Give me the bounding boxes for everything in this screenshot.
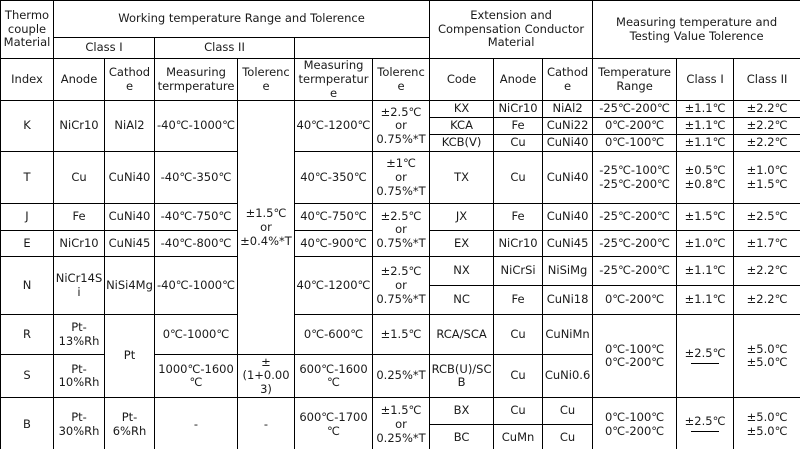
ext-anode-cell: Cu [494, 315, 543, 355]
ext-anode-cell: CuMn [494, 425, 543, 449]
class2-range-cell: 40℃-1200℃ [295, 257, 373, 315]
test-class2-cell: ±2.2℃ [734, 286, 800, 315]
class2-tolerence-cell: ±2.5℃ or 0.75%*T [373, 257, 430, 315]
table-row-n [1, 257, 800, 286]
header-tolerence-1: Tolerence [238, 59, 295, 101]
header-anode: Anode [54, 59, 105, 101]
code-cell: KCB(V) [430, 135, 494, 152]
class2-range-cell: 40℃-900℃ [295, 231, 373, 257]
header-test-class1: Class I [677, 59, 734, 101]
test-class1-cell: ±1.5℃ [677, 204, 734, 231]
ext-cathode-cell: CuNi0.6 [543, 355, 593, 398]
class2-range-cell: 40℃-1200℃ [295, 101, 373, 152]
header-extension: Extension and Compensation Conductor Material [430, 1, 593, 59]
index-cell: T [1, 152, 54, 204]
test-class2-cell: ±1.7℃ [734, 231, 800, 257]
ext-cathode-cell: Cu [543, 425, 593, 449]
temp-range-cell: 0℃-100℃ 0℃-200℃ [593, 398, 677, 449]
table-row-k [1, 101, 800, 118]
ext-anode-cell: NiCr10 [494, 101, 543, 118]
ext-cathode-cell: CuNi22 [543, 118, 593, 135]
header-ext-anode: Anode [494, 59, 543, 101]
header-thermocouple-material: Thermocouple Material [1, 1, 54, 59]
cathode-cell: CuNi40 [105, 204, 155, 231]
anode-cell: NiCr10 [54, 231, 105, 257]
anode-cell: NiCr10 [54, 101, 105, 152]
header-ext-cathode: Cathode [543, 59, 593, 101]
index-cell: N [1, 257, 54, 315]
table-row-b [1, 398, 800, 425]
header-index: Index [1, 59, 54, 101]
class1-range-cell: - [155, 398, 238, 449]
ext-anode-cell: Fe [494, 286, 543, 315]
anode-cell: Cu [54, 152, 105, 204]
header-code: Code [430, 59, 494, 101]
header-working-range: Working temperature Range and Tolerence [54, 1, 430, 38]
code-cell: NC [430, 286, 494, 315]
test-class2-cell: ±2.5℃ [734, 204, 800, 231]
test-class1-cell: ±0.5℃ ±0.8℃ [677, 152, 734, 204]
cathode-cell: NiAl2 [105, 101, 155, 152]
header-measuring-temp-2: Measuring termperature [295, 59, 373, 101]
class1-range-cell: -40℃-1000℃ [155, 257, 238, 315]
index-cell: S [1, 355, 54, 398]
cathode-cell: CuNi45 [105, 231, 155, 257]
class2-tolerence-cell: ±1.5℃ [373, 315, 430, 355]
test-class2-cell: ±5.0℃ ±5.0℃ [734, 398, 800, 449]
class1-range-cell: 1000℃-1600℃ [155, 355, 238, 398]
class1-range-cell: -40℃-750℃ [155, 204, 238, 231]
anode-cell: Fe [54, 204, 105, 231]
test-class1-cell: ±1.1℃ [677, 101, 734, 118]
dash-separator [691, 431, 719, 432]
ext-anode-cell: NiCr10 [494, 231, 543, 257]
code-cell: TX [430, 152, 494, 204]
class2-tolerence-cell: 0.25%*T [373, 355, 430, 398]
ext-cathode-cell: NiSiMg [543, 257, 593, 286]
table-row-r [1, 315, 800, 355]
index-cell: B [1, 398, 54, 449]
code-cell: JX [430, 204, 494, 231]
ext-anode-cell: Cu [494, 398, 543, 425]
class1-range-cell: -40℃-1000℃ [155, 101, 238, 152]
test-class1-cell: ±2.5℃ [677, 398, 734, 449]
code-cell: BX [430, 398, 494, 425]
ext-cathode-cell: CuNi40 [543, 135, 593, 152]
test-class1-cell: ±1.1℃ [677, 286, 734, 315]
class1-range-cell: 0℃-1000℃ [155, 315, 238, 355]
temp-range-cell: 0℃-100℃ [593, 135, 677, 152]
index-cell: K [1, 101, 54, 152]
class1-tolerence-cell: - [238, 398, 295, 449]
header-cathode: Cathode [105, 59, 155, 101]
ext-anode-cell: Cu [494, 152, 543, 204]
code-cell: KCA [430, 118, 494, 135]
header-class2: Class II [155, 38, 295, 59]
class2-tolerence-cell: ±2.5℃ or 0.75%*T [373, 101, 430, 152]
test-class2-cell: ±2.2℃ [734, 135, 800, 152]
ext-cathode-cell: CuNi40 [543, 204, 593, 231]
header-row-1 [1, 1, 800, 38]
class2-range-cell: 600℃-1700℃ [295, 398, 373, 449]
test-class1-cell: ±1.1℃ [677, 257, 734, 286]
ext-cathode-cell: Cu [543, 398, 593, 425]
class2-tolerence-cell: ±1℃ or 0.75%*T [373, 152, 430, 204]
header-class1: Class I [54, 38, 155, 59]
test-class2-cell: ±2.2℃ [734, 101, 800, 118]
test-class2-cell: ±1.0℃ ±1.5℃ [734, 152, 800, 204]
table-row-j [1, 204, 800, 231]
anode-cell: NiCr14Si [54, 257, 105, 315]
class2-range-cell: 0℃-600℃ [295, 315, 373, 355]
ext-anode-cell: Cu [494, 135, 543, 152]
class2-tolerence-cell: ±2.5℃ or 0.75%*T [373, 204, 430, 257]
temp-range-cell: -25℃-200℃ [593, 204, 677, 231]
code-cell: BC [430, 425, 494, 449]
ext-cathode-cell: NiAl2 [543, 101, 593, 118]
index-cell: R [1, 315, 54, 355]
temp-range-cell: -25℃-200℃ [593, 231, 677, 257]
test-class1-cell: ±1.0℃ [677, 231, 734, 257]
class1-range-cell: -40℃-350℃ [155, 152, 238, 204]
ext-anode-cell: Fe [494, 118, 543, 135]
header-testing: Measuring temperature and Testing Value Tolerence [593, 1, 800, 59]
anode-cell: Pt-30%Rh [54, 398, 105, 449]
class2-tolerence-cell: ±1.5℃ or 0.25%*T [373, 398, 430, 449]
anode-cell: Pt-10%Rh [54, 355, 105, 398]
ext-cathode-cell: CuNi45 [543, 231, 593, 257]
ext-anode-cell: Fe [494, 204, 543, 231]
ext-cathode-cell: CuNi40 [543, 152, 593, 204]
header-test-class2: Class II [734, 59, 800, 101]
table-row-t [1, 152, 800, 204]
test-class1-cell: ±1.1℃ [677, 118, 734, 135]
temp-range-cell: 0℃-100℃ 0℃-200℃ [593, 315, 677, 398]
test-class2-cell: ±2.2℃ [734, 257, 800, 286]
index-cell: J [1, 204, 54, 231]
temp-range-cell: -25℃-200℃ [593, 101, 677, 118]
temp-range-cell: -25℃-100℃ -25℃-200℃ [593, 152, 677, 204]
code-cell: NX [430, 257, 494, 286]
ext-anode-cell: Cu [494, 355, 543, 398]
ext-cathode-cell: CuNi18 [543, 286, 593, 315]
code-cell: EX [430, 231, 494, 257]
ext-anode-cell: NiCrSi [494, 257, 543, 286]
class1-range-cell: -40℃-800℃ [155, 231, 238, 257]
header-temp-range: Temperature Range [593, 59, 677, 101]
cathode-cell: CuNi40 [105, 152, 155, 204]
class2-range-cell: 40℃-350℃ [295, 152, 373, 204]
cathode-cell: Pt-6%Rh [105, 398, 155, 449]
class2-range-cell: 600℃-1600℃ [295, 355, 373, 398]
code-cell: KX [430, 101, 494, 118]
cathode-cell: Pt [105, 315, 155, 398]
code-cell: RCB(U)/SCB [430, 355, 494, 398]
header-row-3 [1, 59, 800, 101]
header-tolerence-2: Tolerence [373, 59, 430, 101]
index-cell: E [1, 231, 54, 257]
class1-shared-tolerence-cell: ±1.5℃ or ±0.4%*T [238, 101, 295, 355]
test-class2-cell: ±2.2℃ [734, 118, 800, 135]
test-class1-cell: ±1.1℃ [677, 135, 734, 152]
ext-cathode-cell: CuNiMn [543, 315, 593, 355]
temp-range-cell: 0℃-200℃ [593, 286, 677, 315]
cathode-cell: NiSi4Mg [105, 257, 155, 315]
class2-range-cell: 40℃-750℃ [295, 204, 373, 231]
code-cell: RCA/SCA [430, 315, 494, 355]
temp-range-cell: 0℃-200℃ [593, 118, 677, 135]
dash-separator [691, 363, 719, 364]
class1-tolerence-cell: ±(1+0.003) [238, 355, 295, 398]
test-class2-cell: ±5.0℃ ±5.0℃ [734, 315, 800, 398]
anode-cell: Pt-13%Rh [54, 315, 105, 355]
temp-range-cell: -25℃-200℃ [593, 257, 677, 286]
test-class1-cell: ±2.5℃ [677, 315, 734, 398]
header-measuring-temp-1: Measuring termperature [155, 59, 238, 101]
